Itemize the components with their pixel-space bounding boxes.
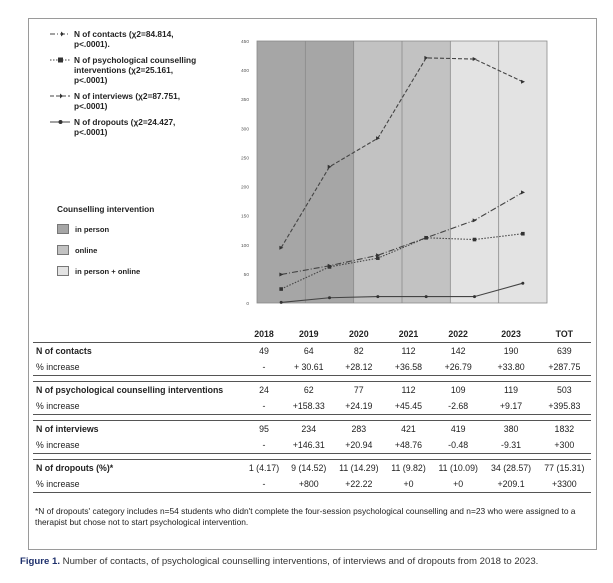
table-cell: -: [262, 362, 266, 372]
table-cell: +24.19: [345, 401, 373, 411]
table-cell: +0: [432, 476, 485, 493]
table-cell: +45.45: [394, 401, 423, 411]
figure-caption: [20, 556, 538, 567]
table-header-cell: 2022: [432, 326, 485, 343]
y-tick-label: 200: [240, 185, 249, 191]
table-cell: -: [243, 476, 285, 493]
table-cell: +33.80: [497, 362, 525, 372]
table-cell: -2.68: [448, 401, 469, 411]
legend-swatch-dropouts: [49, 118, 71, 126]
table-header-cell: [33, 326, 243, 343]
table-row: [33, 460, 591, 477]
table-cell: 119: [484, 382, 537, 399]
counselling-legend-title: Counselling intervention: [57, 204, 155, 214]
legend-item-dropouts: [49, 117, 229, 137]
row-label: N of interviews: [33, 421, 243, 438]
table-cell: 11 (14.29): [333, 460, 386, 477]
table-cell: -: [262, 401, 266, 411]
table-header-cell: 2018: [243, 326, 285, 343]
table-cell: 190: [484, 343, 537, 360]
table-cell: 1832: [538, 421, 591, 438]
y-tick-label: 350: [240, 98, 249, 104]
counselling-label-in-person: in person: [75, 224, 110, 234]
line-chart: [221, 31, 561, 316]
data-point-psych: [424, 236, 428, 240]
table-header-row: [33, 326, 591, 343]
legend-swatch-interviews: [49, 92, 71, 100]
data-point-psych: [328, 265, 332, 269]
table-row: [33, 476, 591, 493]
figure-frame: [28, 18, 597, 550]
table-cell: +146.31: [292, 440, 325, 450]
data-point-psych: [279, 287, 283, 291]
row-label: % increase: [36, 401, 80, 411]
table-cell: +287.75: [548, 362, 581, 372]
table-cell: +300: [554, 440, 575, 450]
y-tick-label: 450: [240, 40, 249, 45]
table-cell: +395.83: [548, 401, 581, 411]
data-point-psych: [521, 232, 525, 236]
y-tick-label: 300: [240, 127, 249, 133]
table-cell: 112: [385, 343, 432, 360]
counselling-label-online: online: [75, 245, 98, 255]
data-point-dropouts: [328, 296, 331, 299]
counselling-swatch-in-person: [57, 224, 69, 234]
table-header-cell: 2023: [484, 326, 537, 343]
table-header-cell: 2020: [333, 326, 386, 343]
data-table: [33, 326, 591, 493]
background-band: [402, 41, 450, 303]
data-point-dropouts: [473, 295, 476, 298]
table-cell: +800: [285, 476, 333, 493]
data-point-dropouts: [521, 282, 524, 285]
table-cell: 142: [432, 343, 485, 360]
y-tick-label: 0: [246, 302, 249, 307]
table-cell: 64: [285, 343, 333, 360]
table-cell: +3300: [538, 476, 591, 493]
counselling-item-in-person-online: [57, 266, 140, 276]
figure-caption-text: Number of contacts, of psychological counselling interventions, of interviews and of dropouts from 2018 to 2023.: [59, 556, 539, 567]
table-row: [33, 343, 591, 360]
table-header-cell: 2019: [285, 326, 333, 343]
table-cell: -9.31: [501, 440, 522, 450]
background-band: [257, 41, 305, 303]
table-cell: +0: [385, 476, 432, 493]
legend-item-psych: [49, 55, 229, 85]
series-legend: [49, 29, 229, 143]
table-cell: +22.22: [333, 476, 386, 493]
table-cell: +158.33: [292, 401, 325, 411]
background-band: [354, 41, 402, 303]
table-cell: +28.12: [345, 362, 373, 372]
table-row: [33, 421, 591, 438]
table-cell: 1 (4.17): [243, 460, 285, 477]
table-cell: 11 (10.09): [432, 460, 485, 477]
legend-swatch-contacts: [49, 30, 71, 38]
row-label: N of dropouts (%)*: [33, 460, 243, 477]
table-cell: 95: [243, 421, 285, 438]
table-cell: 62: [285, 382, 333, 399]
legend-label-dropouts: N of dropouts (χ2=24.427, p<.0001): [74, 117, 176, 137]
background-band: [499, 41, 547, 303]
legend-label-interviews: N of interviews (χ2=87.751, p<.0001): [74, 91, 181, 111]
row-label: N of contacts: [33, 343, 243, 360]
table-cell: 77: [333, 382, 386, 399]
data-point-dropouts: [376, 295, 379, 298]
legend-label-contacts: N of contacts (χ2=84.814, p<.0001).: [74, 29, 174, 49]
table-cell: 639: [538, 343, 591, 360]
counselling-label-in-person-online: in person + online: [75, 266, 141, 276]
table-cell: -: [262, 440, 266, 450]
table-cell: 34 (28.57): [484, 460, 537, 477]
table-row: [33, 382, 591, 399]
table-cell: +48.76: [394, 440, 423, 450]
table-cell: 234: [285, 421, 333, 438]
data-point-psych: [376, 256, 380, 260]
table-cell: +36.58: [394, 362, 423, 372]
table-row: [33, 398, 591, 415]
table-row: [33, 359, 591, 376]
row-label: % increase: [36, 362, 80, 372]
table-cell: 49: [243, 343, 285, 360]
y-tick-label: 250: [240, 156, 249, 162]
table-header-cell: TOT: [538, 326, 591, 343]
counselling-swatch-in-person-online: [57, 266, 69, 276]
data-point-dropouts: [425, 295, 428, 298]
table-cell: +26.79: [444, 362, 472, 372]
legend-swatch-psych: [49, 56, 71, 64]
table-cell: +9.17: [499, 401, 523, 411]
table-footnote: *N of dropouts' category includes n=54 students who didn't complete the four-session psychological counselling and n=23 who were assigned to a therapist but chose not to start psychological intervention.: [35, 506, 576, 527]
y-tick-label: 50: [243, 272, 249, 278]
table-row: [33, 437, 591, 454]
table-cell: +20.94: [345, 440, 373, 450]
legend-item-contacts: [49, 29, 229, 49]
table-cell: 112: [385, 382, 432, 399]
table-cell: 9 (14.52): [285, 460, 333, 477]
data-point-dropouts: [280, 301, 283, 304]
figure-label: Figure 1.: [20, 556, 60, 567]
table-cell: -0.48: [448, 440, 469, 450]
table-cell: 503: [538, 382, 591, 399]
legend-item-interviews: [49, 91, 229, 111]
data-point-psych: [473, 238, 477, 242]
counselling-item-in-person: [57, 224, 109, 234]
legend-label-psych: N of psychological counselling interventions (χ2=25.161, p<.0001): [74, 55, 197, 85]
y-tick-label: 100: [240, 243, 249, 249]
row-label: % increase: [33, 476, 243, 493]
counselling-item-online: [57, 245, 97, 255]
table-cell: 419: [432, 421, 485, 438]
table-cell: 380: [484, 421, 537, 438]
table-header-cell: 2021: [385, 326, 432, 343]
counselling-swatch-online: [57, 245, 69, 255]
table-cell: 24: [243, 382, 285, 399]
table-cell: 109: [432, 382, 485, 399]
table-cell: 283: [333, 421, 386, 438]
table-cell: 11 (9.82): [385, 460, 432, 477]
table-cell: +209.1: [484, 476, 537, 493]
y-tick-label: 150: [240, 214, 249, 220]
table-cell: 421: [385, 421, 432, 438]
table-cell: + 30.61: [293, 362, 324, 372]
row-label: % increase: [36, 440, 80, 450]
y-tick-label: 400: [240, 69, 249, 75]
table-cell: 77 (15.31): [538, 460, 591, 477]
table-cell: 82: [333, 343, 386, 360]
row-label: N of psychological counselling interventions: [33, 382, 243, 399]
background-band: [450, 41, 498, 303]
